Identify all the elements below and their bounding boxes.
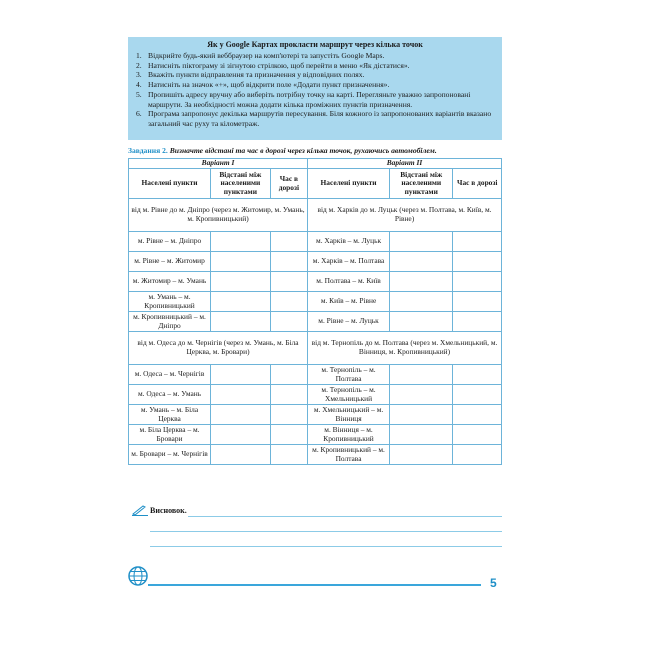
distance-cell[interactable]: [211, 252, 271, 272]
time-cell[interactable]: [453, 252, 502, 272]
table-row: [129, 232, 502, 252]
segment-cell: м. Бровари – м. Чернігів: [129, 445, 211, 465]
distance-cell[interactable]: [211, 292, 271, 312]
distance-cell[interactable]: [211, 272, 271, 292]
distance-cell[interactable]: [390, 405, 453, 425]
segment-cell: м. Умань – м. Біла Церква: [129, 405, 211, 425]
time-cell[interactable]: [270, 405, 307, 425]
segment-cell: м. Хмельницький – м. Вінниця: [308, 405, 390, 425]
segment-cell: м. Вінниця – м. Кропивницький: [308, 425, 390, 445]
segment-cell: м. Одеса – м. Умань: [129, 385, 211, 405]
segment-cell: м. Рівне – м. Луцьк: [308, 312, 390, 332]
time-cell[interactable]: [453, 272, 502, 292]
distance-cell[interactable]: [390, 272, 453, 292]
time-cell[interactable]: [453, 232, 502, 252]
header-time: Час в дорозі: [270, 169, 307, 199]
segment-cell: м. Харків – м. Луцьк: [308, 232, 390, 252]
header-settlements: Населені пункти: [129, 169, 211, 199]
segment-cell: м. Харків – м. Полтава: [308, 252, 390, 272]
time-cell[interactable]: [270, 252, 307, 272]
list-item: 6. Програма запропонує декілька маршрутів пересування. Біля кожного із запропонованих варіантів вказано загальний час руху та кілометраж.: [136, 109, 492, 128]
route-title: від м. Рівне до м. Дніпро (через м. Житомир, м. Умань, м. Кропивницький): [129, 199, 308, 232]
table-row: [129, 292, 502, 312]
table-row: [129, 365, 502, 385]
route-title: від м. Одеса до м. Чернігів (через м. Умань, м. Біла Церква, м. Бровари): [129, 332, 308, 365]
time-cell[interactable]: [453, 405, 502, 425]
segment-cell: м. Умань – м. Кропивницький: [129, 292, 211, 312]
list-item: 4. Натисніть на значок «+», щоб відкрити поле «Додати пункт призначення».: [136, 80, 390, 90]
distance-cell[interactable]: [390, 252, 453, 272]
time-cell[interactable]: [453, 312, 502, 332]
distance-cell[interactable]: [211, 405, 271, 425]
time-cell[interactable]: [270, 425, 307, 445]
time-cell[interactable]: [270, 445, 307, 465]
distance-cell[interactable]: [211, 385, 271, 405]
time-cell[interactable]: [453, 365, 502, 385]
distance-cell[interactable]: [211, 445, 271, 465]
time-cell[interactable]: [270, 232, 307, 252]
distance-cell[interactable]: [390, 425, 453, 445]
conclusion-section: [128, 504, 502, 554]
routes-table: [128, 158, 502, 465]
distance-cell[interactable]: [390, 385, 453, 405]
header-distances: Відстані між населеними пунктами: [211, 169, 271, 199]
distance-cell[interactable]: [211, 312, 271, 332]
list-item: 3. Вкажіть пункти відправлення та призначення у відповідних полях.: [136, 70, 365, 80]
variant-1-header: Варіант I: [129, 159, 308, 169]
task-heading: [128, 146, 508, 156]
distance-cell[interactable]: [390, 312, 453, 332]
segment-cell: м. Житомир – м. Умань: [129, 272, 211, 292]
table-row: [129, 445, 502, 465]
table-row: [129, 385, 502, 405]
time-cell[interactable]: [270, 292, 307, 312]
globe-icon: [128, 566, 148, 586]
table-row: [129, 312, 502, 332]
segment-cell: м. Тернопіль – м. Хмельницький: [308, 385, 390, 405]
answer-line[interactable]: [188, 516, 502, 517]
list-item: 5. Пропишіть адресу вручну або виберіть потрібну точку на карті. Перегляньте уважно запропоновані маршрути. За необхідності можна додати кілька проміжних пунктів призначення.: [136, 89, 471, 109]
route-title: від м. Харків до м. Луцьк (через м. Полтава, м. Київ, м. Рівне): [308, 199, 502, 232]
task-label: Завдання 2.: [128, 146, 168, 155]
time-cell[interactable]: [270, 365, 307, 385]
time-cell[interactable]: [270, 312, 307, 332]
task-title: Визначте відстані та час в дорозі через кілька точок, рухаючись автомобілем.: [169, 146, 437, 155]
header-settlements: Населені пункти: [308, 169, 390, 199]
header-time: Час в дорозі: [453, 169, 502, 199]
segment-cell: м. Рівне – м. Дніпро: [129, 232, 211, 252]
distance-cell[interactable]: [390, 232, 453, 252]
segment-cell: м. Полтава – м. Київ: [308, 272, 390, 292]
segment-cell: м. Рівне – м. Житомир: [129, 252, 211, 272]
table-row: [129, 272, 502, 292]
list-item: 1. Відкрийте будь-який веббраузер на комп'ютері та запустіть Google Maps.: [136, 51, 385, 60]
steps-list: [136, 51, 494, 129]
distance-cell[interactable]: [211, 365, 271, 385]
segment-cell: м. Одеса – м. Чернігів: [129, 365, 211, 385]
distance-cell[interactable]: [390, 292, 453, 312]
segment-cell: м. Тернопіль – м. Полтава: [308, 365, 390, 385]
answer-line[interactable]: [150, 546, 502, 547]
conclusion-label: Висновок.: [150, 506, 187, 515]
header-distances: Відстані між населеними пунктами: [390, 169, 453, 199]
page-number: 5: [490, 576, 497, 590]
table-row: [129, 252, 502, 272]
distance-cell[interactable]: [211, 232, 271, 252]
distance-cell[interactable]: [211, 425, 271, 445]
distance-cell[interactable]: [390, 365, 453, 385]
distance-cell[interactable]: [390, 445, 453, 465]
segment-cell: м. Кропивницький – м. Дніпро: [129, 312, 211, 332]
time-cell[interactable]: [453, 445, 502, 465]
answer-line[interactable]: [150, 531, 502, 532]
segment-cell: м. Кропивницький – м. Полтава: [308, 445, 390, 465]
route-title: від м. Тернопіль до м. Полтава (через м. Хмельницький, м. Вінниця, м. Кропивницький): [308, 332, 502, 365]
time-cell[interactable]: [270, 272, 307, 292]
table-row: [129, 425, 502, 445]
time-cell[interactable]: [453, 385, 502, 405]
time-cell[interactable]: [270, 385, 307, 405]
info-box: [128, 37, 502, 140]
table-row: [129, 405, 502, 425]
variant-2-header: Варіант II: [308, 159, 502, 169]
time-cell[interactable]: [453, 292, 502, 312]
info-box-title: Як у Google Картах прокласти маршрут через кілька точок: [207, 40, 423, 49]
list-item: 2. Натисніть піктограму зі зігнутою стрілкою, щоб перейти в меню «Як дістатися».: [136, 60, 410, 70]
footer-line: [148, 584, 481, 586]
segment-cell: м. Біла Церква – м. Бровари: [129, 425, 211, 445]
time-cell[interactable]: [453, 425, 502, 445]
segment-cell: м. Київ – м. Рівне: [308, 292, 390, 312]
pen-icon: [132, 505, 148, 516]
